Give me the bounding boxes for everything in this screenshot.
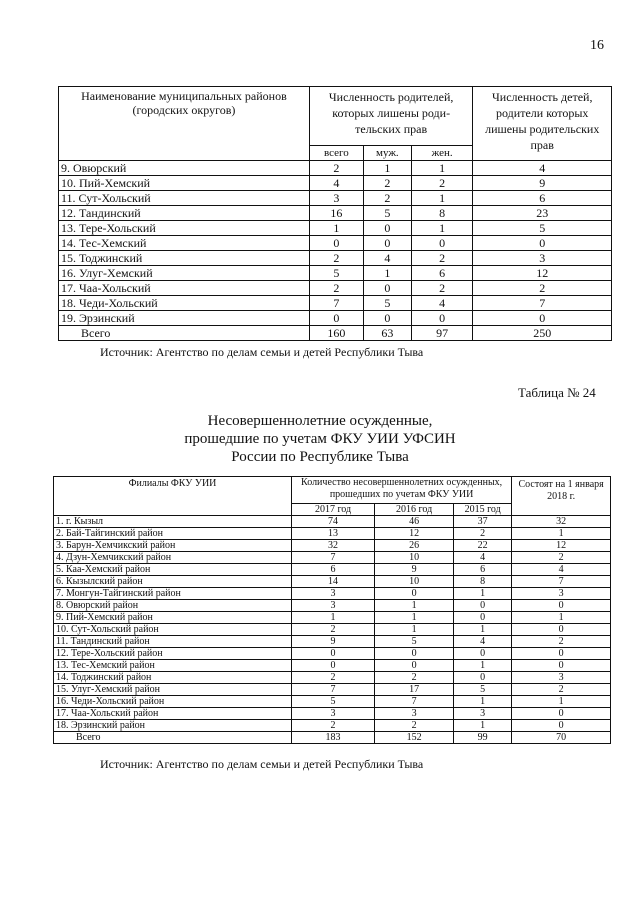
parents-male: 0 (363, 236, 411, 251)
state-value: 32 (512, 516, 611, 528)
year-2017-value: 6 (291, 564, 374, 576)
parents-total: 5 (309, 266, 363, 281)
branch-name: 4. Дзун-Хемчикский район (54, 552, 292, 564)
parents-male: 2 (363, 176, 411, 191)
title-line: прошедшие по учетам ФКУ УИИ УФСИН (184, 431, 456, 447)
table-row (59, 236, 612, 251)
year-2015-value: 0 (454, 612, 512, 624)
year-2016-value: 0 (375, 588, 454, 600)
state-value: 2 (512, 636, 611, 648)
male-subheader: муж. (363, 146, 411, 161)
year-2017-value: 0 (291, 648, 374, 660)
year-2016-value: 9 (375, 564, 454, 576)
district-name: 11. Сут-Хольский (59, 191, 310, 206)
title-line: России по Республике Тыва (231, 449, 409, 465)
parents-male: 1 (363, 266, 411, 281)
table-row (54, 624, 611, 636)
page-number: 16 (590, 38, 604, 53)
year-2016-value: 10 (375, 576, 454, 588)
children-count: 5 (473, 221, 612, 236)
table-row (59, 161, 612, 176)
year-2017-value: 3 (291, 708, 374, 720)
table-row (59, 221, 612, 236)
parents-male: 4 (363, 251, 411, 266)
parents-female: 6 (411, 266, 473, 281)
state-value: 1 (512, 528, 611, 540)
children-count: 3 (473, 251, 612, 266)
parents-male: 5 (363, 296, 411, 311)
title-line: Несовершеннолетние осужденные, (207, 413, 433, 429)
year-2017-value: 32 (291, 540, 374, 552)
year-2016-value: 152 (375, 732, 454, 744)
children-count: 6 (473, 191, 612, 206)
year-2015-value: 99 (454, 732, 512, 744)
branch-name: 18. Эрзинский район (54, 720, 292, 732)
branch-name: 8. Овюрский район (54, 600, 292, 612)
branch-name: 9. Пий-Хемский район (54, 612, 292, 624)
parents-total: 16 (309, 206, 363, 221)
children-count: 4 (473, 161, 612, 176)
year-2017-header: 2017 год (291, 504, 374, 516)
branch-name: 12. Тере-Хольский район (54, 648, 292, 660)
state-value: 0 (512, 708, 611, 720)
branch-name: 10. Сут-Хольский район (54, 624, 292, 636)
year-2015-value: 1 (454, 660, 512, 672)
parents-total: 2 (309, 281, 363, 296)
year-2016-value: 2 (375, 720, 454, 732)
year-2017-value: 14 (291, 576, 374, 588)
table-row (54, 576, 611, 588)
parents-count-header: Численность родителей, которых лишены роди-тельских прав (309, 87, 473, 146)
state-value: 70 (512, 732, 611, 744)
table-row (59, 206, 612, 221)
state-value: 1 (512, 696, 611, 708)
district-name: 9. Овюрский (59, 161, 310, 176)
parents-female: 1 (411, 191, 473, 206)
table-row (54, 672, 611, 684)
branch-name: 16. Чеди-Хольский район (54, 696, 292, 708)
year-2017-value: 2 (291, 672, 374, 684)
table-row (59, 311, 612, 326)
female-subheader: жен. (411, 146, 473, 161)
parents-female: 8 (411, 206, 473, 221)
district-name: 15. Тоджинский (59, 251, 310, 266)
year-2017-value: 3 (291, 588, 374, 600)
district-name: 12. Тандинский (59, 206, 310, 221)
table-row (59, 266, 612, 281)
district-name-header: Наименование муниципальных районов (городских округов) (59, 87, 310, 161)
year-2017-value: 0 (291, 660, 374, 672)
total-row (54, 732, 611, 744)
year-2015-value: 6 (454, 564, 512, 576)
parents-total: 1 (309, 221, 363, 236)
parents-total: 0 (309, 311, 363, 326)
year-2015-value: 3 (454, 708, 512, 720)
year-2017-value: 1 (291, 612, 374, 624)
year-2017-value: 3 (291, 600, 374, 612)
state-value: 2 (512, 552, 611, 564)
state-value: 2 (512, 684, 611, 696)
state-header: Состоят на 1 января 2018 г. (512, 477, 611, 516)
year-2015-value: 1 (454, 720, 512, 732)
table-title (0, 412, 640, 466)
district-name: 14. Тес-Хемский (59, 236, 310, 251)
branch-name: 15. Улуг-Хемский район (54, 684, 292, 696)
table-row (54, 684, 611, 696)
table2-source: Источник: Агентство по делам семьи и детей Республики Тыва (100, 757, 424, 771)
year-2015-value: 2 (454, 528, 512, 540)
table-row (54, 660, 611, 672)
table-row (54, 636, 611, 648)
year-2016-value: 0 (375, 660, 454, 672)
parents-male: 0 (363, 311, 411, 326)
branch-name: 3. Барун-Хемчикский район (54, 540, 292, 552)
year-2016-value: 10 (375, 552, 454, 564)
total-row (59, 326, 612, 341)
year-2016-value: 12 (375, 528, 454, 540)
table-number-label: Таблица № 24 (518, 385, 596, 400)
parents-male: 63 (363, 326, 411, 341)
children-count: 23 (473, 206, 612, 221)
parents-female: 2 (411, 281, 473, 296)
table-row (54, 588, 611, 600)
parents-female: 2 (411, 176, 473, 191)
year-2016-value: 0 (375, 648, 454, 660)
branch-name: 6. Кызылский район (54, 576, 292, 588)
year-2016-value: 2 (375, 672, 454, 684)
district-name: 17. Чаа-Хольский (59, 281, 310, 296)
year-2015-value: 1 (454, 624, 512, 636)
table-row (54, 552, 611, 564)
year-2017-value: 2 (291, 624, 374, 636)
year-2017-value: 7 (291, 552, 374, 564)
total-label: Всего (59, 326, 310, 341)
district-name: 16. Улуг-Хемский (59, 266, 310, 281)
state-value: 0 (512, 660, 611, 672)
children-count: 250 (473, 326, 612, 341)
table-row (59, 251, 612, 266)
parents-total: 2 (309, 161, 363, 176)
table-row (54, 648, 611, 660)
year-2016-header: 2016 год (375, 504, 454, 516)
year-2016-value: 17 (375, 684, 454, 696)
children-count: 0 (473, 311, 612, 326)
year-2015-value: 8 (454, 576, 512, 588)
branch-header: Филиалы ФКУ УИИ (54, 477, 292, 516)
children-count: 0 (473, 236, 612, 251)
parents-total: 4 (309, 176, 363, 191)
branch-name: 11. Тандинский район (54, 636, 292, 648)
state-value: 7 (512, 576, 611, 588)
state-value: 0 (512, 648, 611, 660)
year-2016-value: 46 (375, 516, 454, 528)
year-2015-value: 0 (454, 672, 512, 684)
count-header: Количество несовершеннолетних осужденных, прошедших по учетам ФКУ УИИ (291, 477, 511, 504)
year-2016-value: 26 (375, 540, 454, 552)
parents-female: 1 (411, 221, 473, 236)
parents-male: 1 (363, 161, 411, 176)
year-2015-value: 4 (454, 552, 512, 564)
year-2017-value: 7 (291, 684, 374, 696)
year-2015-header: 2015 год (454, 504, 512, 516)
year-2017-value: 74 (291, 516, 374, 528)
branch-name: 7. Монгун-Тайгинский район (54, 588, 292, 600)
table-row (54, 540, 611, 552)
year-2017-value: 183 (291, 732, 374, 744)
branch-name: 1. г. Кызыл (54, 516, 292, 528)
parents-male: 5 (363, 206, 411, 221)
branch-name: 17. Чаа-Хольский район (54, 708, 292, 720)
table-row (54, 612, 611, 624)
table-row (59, 176, 612, 191)
parents-female: 4 (411, 296, 473, 311)
year-2017-value: 13 (291, 528, 374, 540)
parents-total: 7 (309, 296, 363, 311)
table-row (59, 191, 612, 206)
state-value: 1 (512, 612, 611, 624)
parents-female: 1 (411, 161, 473, 176)
district-name: 10. Пий-Хемский (59, 176, 310, 191)
year-2016-value: 1 (375, 624, 454, 636)
children-count: 2 (473, 281, 612, 296)
children-count: 7 (473, 296, 612, 311)
year-2016-value: 3 (375, 708, 454, 720)
branch-name: 14. Тоджинский район (54, 672, 292, 684)
table-row (54, 720, 611, 732)
year-2015-value: 0 (454, 600, 512, 612)
children-count: 12 (473, 266, 612, 281)
branch-name: 13. Тес-Хемский район (54, 660, 292, 672)
parents-total: 2 (309, 251, 363, 266)
state-value: 0 (512, 624, 611, 636)
parents-total: 160 (309, 326, 363, 341)
table-row (59, 281, 612, 296)
table-row (54, 564, 611, 576)
total-label: Всего (54, 732, 292, 744)
branch-name: 2. Бай-Тайгинский район (54, 528, 292, 540)
parents-female: 2 (411, 251, 473, 266)
state-value: 0 (512, 600, 611, 612)
year-2015-value: 1 (454, 696, 512, 708)
district-name: 18. Чеди-Хольский (59, 296, 310, 311)
parents-total: 0 (309, 236, 363, 251)
year-2016-value: 1 (375, 612, 454, 624)
parents-male: 2 (363, 191, 411, 206)
parents-male: 0 (363, 221, 411, 236)
parents-female: 97 (411, 326, 473, 341)
year-2017-value: 9 (291, 636, 374, 648)
table-row (54, 516, 611, 528)
table1-source: Источник: Агентство по делам семьи и детей Республики Тыва (100, 345, 424, 359)
total-subheader: всего (309, 146, 363, 161)
parents-female: 0 (411, 236, 473, 251)
parents-deprived-table (58, 86, 612, 341)
year-2015-value: 1 (454, 588, 512, 600)
children-count-header: Численность детей, родители которых лишены родительских прав (473, 87, 612, 161)
year-2017-value: 5 (291, 696, 374, 708)
parents-total: 3 (309, 191, 363, 206)
year-2017-value: 2 (291, 720, 374, 732)
state-value: 0 (512, 720, 611, 732)
state-value: 12 (512, 540, 611, 552)
children-count: 9 (473, 176, 612, 191)
juvenile-convicts-table (53, 476, 611, 744)
table-row (54, 696, 611, 708)
state-value: 3 (512, 588, 611, 600)
year-2015-value: 37 (454, 516, 512, 528)
table-row (54, 600, 611, 612)
table-row (59, 296, 612, 311)
year-2015-value: 5 (454, 684, 512, 696)
district-name: 13. Тере-Хольский (59, 221, 310, 236)
year-2015-value: 4 (454, 636, 512, 648)
year-2015-value: 22 (454, 540, 512, 552)
table-row (54, 708, 611, 720)
table-row (54, 528, 611, 540)
branch-name: 5. Каа-Хемский район (54, 564, 292, 576)
year-2015-value: 0 (454, 648, 512, 660)
district-name: 19. Эрзинский (59, 311, 310, 326)
state-value: 4 (512, 564, 611, 576)
year-2016-value: 1 (375, 600, 454, 612)
year-2016-value: 7 (375, 696, 454, 708)
state-value: 3 (512, 672, 611, 684)
parents-male: 0 (363, 281, 411, 296)
year-2016-value: 5 (375, 636, 454, 648)
parents-female: 0 (411, 311, 473, 326)
